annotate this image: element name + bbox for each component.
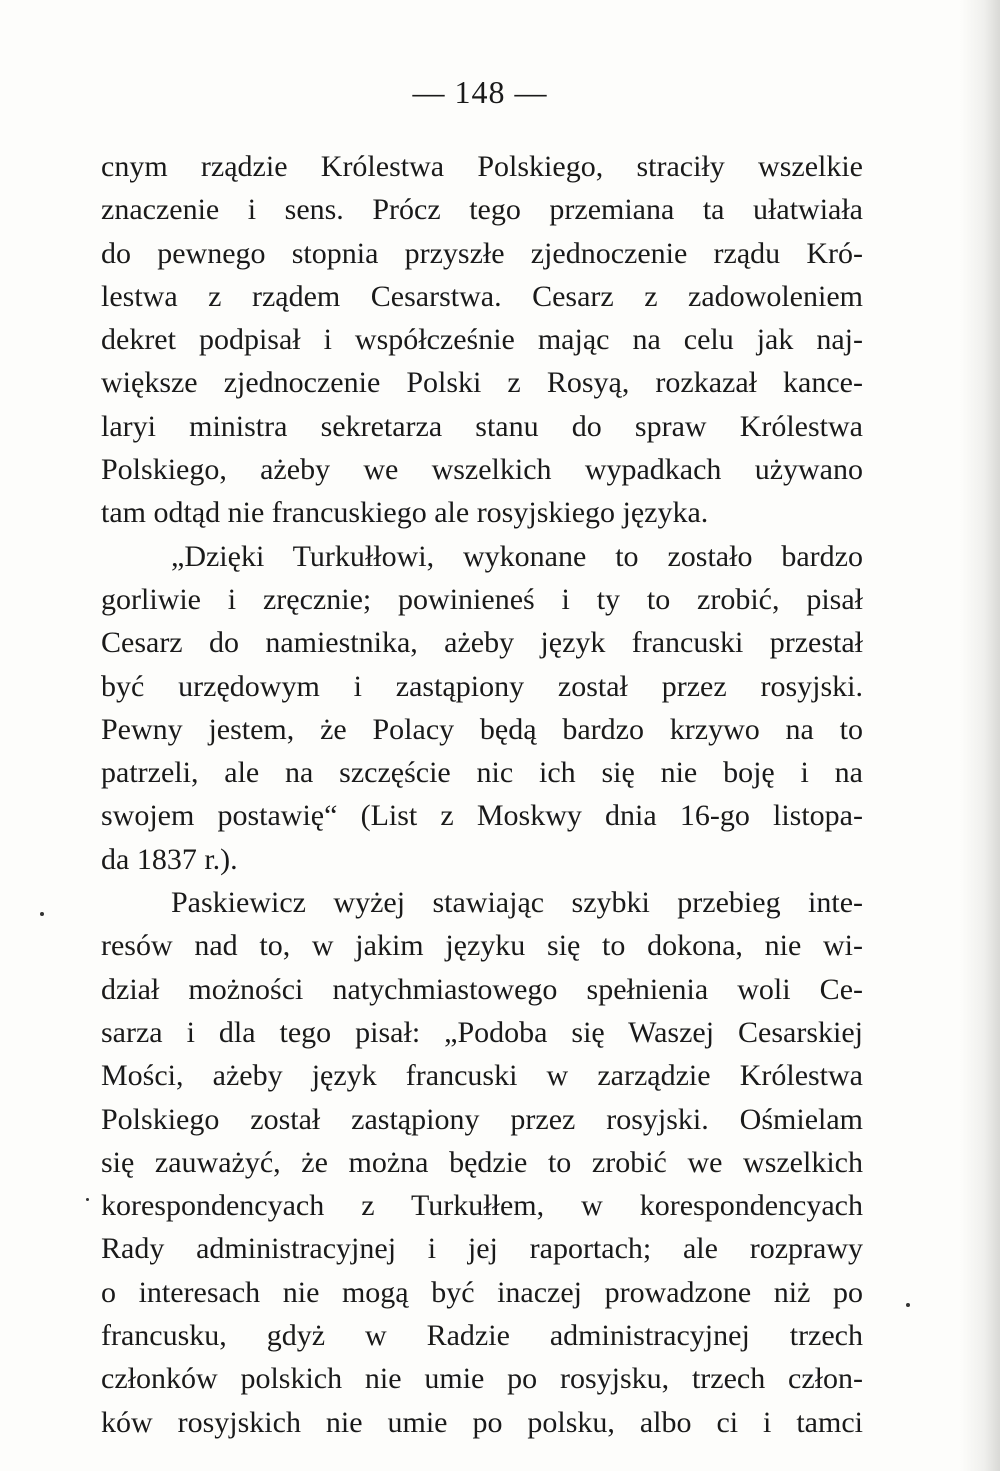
ink-speck [906, 1303, 910, 1307]
text-line: o interesach nie mogą być inaczej prowadzone niż po [101, 1275, 863, 1309]
text-line: członków polskich nie umie po rosyjsku, trzech człon- [101, 1362, 863, 1396]
text-line: ków rosyjskich nie umie po polsku, albo ci i tamci [101, 1405, 863, 1439]
text-line: Pewny jestem, że Polacy będą bardzo krzywo na to [101, 712, 863, 746]
text-line: swojem postawię“ (List z Moskwy dnia 16-go listopa- [101, 799, 863, 833]
text-line: korespondencyach z Turkułłem, w korespondencyach [101, 1189, 863, 1223]
text-line: dział możności natychmiastowego spełnienia woli Ce- [101, 972, 863, 1006]
text-line: cnym rządzie Królestwa Polskiego, straciły wszelkie [101, 150, 863, 183]
text-line: dekret podpisał i współcześnie mając na celu jak naj- [101, 323, 863, 357]
page-edge-shadow [960, 0, 1000, 1471]
text-line: się zauważyć, że można będzie to zrobić we wszelkich [101, 1145, 863, 1179]
text-line: do pewnego stopnia przyszłe zjednoczenie rządu Kró- [101, 236, 863, 270]
text-line: Cesarz do namiestnika, ażeby język francuski przestał [101, 626, 863, 660]
text-line: patrzeli, ale na szczęście nic ich się nie boję i na [101, 756, 863, 790]
text-line: gorliwie i zręcznie; powinieneś i ty to zrobić, pisał [101, 582, 863, 616]
ink-speck [40, 912, 44, 916]
text-line: sarza i dla tego pisał: „Podoba się Waszej Cesarskiej [101, 1015, 863, 1049]
ink-speck [86, 1198, 89, 1201]
body-text [101, 145, 863, 1444]
text-line: większe zjednoczenie Polski z Rosyą, rozkazał kance- [101, 366, 863, 400]
text-line: lestwa z rządem Cesarstwa. Cesarz z zadowoleniem [101, 279, 863, 313]
text-line: znaczenie i sens. Prócz tego przemiana ta ułatwiała [101, 193, 863, 227]
text-line: resów nad to, w jakim języku się to dokona, nie wi- [101, 929, 863, 963]
text-line: być urzędowym i zastąpiony został przez rosyjski. [101, 669, 863, 703]
text-line: Rady administracyjnej i jej raportach; ale rozprawy [101, 1232, 863, 1266]
text-line: Polskiego, ażeby we wszelkich wypadkach używano [101, 453, 863, 487]
text-line: Paskiewicz wyżej stawiając szybki przebieg inte- [171, 886, 863, 920]
text-line: tam odtąd nie francuskiego ale rosyjskiego języka. [101, 496, 709, 530]
text-line: Mości, ażeby język francuski w zarządzie Królestwa [101, 1059, 863, 1093]
text-line: francusku, gdyż w Radzie administracyjnej trzech [101, 1319, 863, 1353]
text-line: da 1837 r.). [101, 842, 238, 876]
text-line: Polskiego został zastąpiony przez rosyjski. Ośmielam [101, 1102, 863, 1136]
page-number: — 148 — [412, 74, 548, 110]
text-line: laryi ministra sekretarza stanu do spraw Królestwa [101, 409, 863, 443]
text-line: „Dzięki Turkułłowi, wykonane to zostało bardzo [171, 539, 863, 573]
